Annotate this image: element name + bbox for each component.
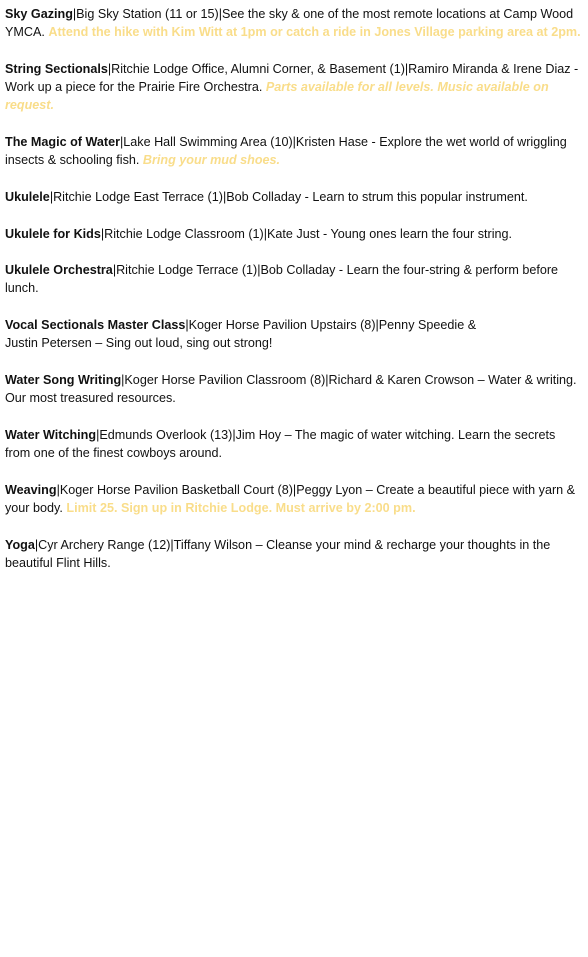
activity-entry-weaving xyxy=(5,481,583,518)
activity-entry-water-witching xyxy=(5,426,583,463)
activity-note: Parts available for all levels. Music available on request. xyxy=(5,80,549,113)
activity-title: Ukulele xyxy=(5,189,50,204)
activity-details: |Ritchie Lodge East Terrace (1)|Bob Colladay - Learn to strum this popular instrument. xyxy=(49,189,528,204)
activity-title: Yoga xyxy=(5,537,35,552)
activity-entry-water-song-writing xyxy=(5,371,583,408)
activity-entry-sky-gazing xyxy=(5,5,583,42)
activity-entry-ukulele-for-kids xyxy=(5,225,583,243)
activity-entry-ukulele xyxy=(5,188,583,206)
activity-details: |Ritchie Lodge Terrace (1)|Bob Colladay - Learn the four-string & perform before lunch. xyxy=(5,263,559,296)
activity-list xyxy=(5,5,583,591)
activity-details: |Koger Horse Pavilion Basketball Court (8)|Peggy Lyon – Create a beautiful piece with yarn & your body. xyxy=(5,482,576,516)
activity-details: |Koger Horse Pavilion Classroom (8)|Richard & Karen Crowson – Water & writing. Our most treasured resources. xyxy=(5,372,577,406)
activity-details: |Edmunds Overlook (13)|Jim Hoy – The magic of water witching. Learn the secrets from one of the finest cowboys around. xyxy=(5,427,556,461)
activity-details: |Big Sky Station (11 or 15)|See the sky & one of the most remote locations at Camp Wood YMCA. xyxy=(5,7,574,40)
activity-note: Limit 25. Sign up in Ritchie Lodge. Must arrive by 2:00 pm. xyxy=(66,501,416,516)
activity-title: Water Song Writing xyxy=(5,372,122,387)
activity-title: Vocal Sectionals Master Class xyxy=(5,318,186,333)
activity-details: |Koger Horse Pavilion Upstairs (8)|Penny Speedie & xyxy=(185,318,477,333)
activity-details: |Cyr Archery Range (12)|Tiffany Wilson – Cleanse your mind & recharge your thoughts in the beautiful Flint Hills. xyxy=(5,537,551,570)
activity-title: Ukulele Orchestra xyxy=(5,263,113,278)
activity-entry-magic-of-water xyxy=(5,133,583,170)
activity-details: |Lake Hall Swimming Area (10)|Kristen Hase - Explore the wet world of wriggling insects & schooling fish. xyxy=(5,135,567,168)
activity-title: Weaving xyxy=(5,482,57,497)
activity-entry-string-sectionals xyxy=(5,60,583,115)
activity-entry-ukulele-orchestra xyxy=(5,261,583,298)
activity-title: Ukulele for Kids xyxy=(5,226,101,241)
activity-title: String Sectionals xyxy=(5,61,108,76)
activity-details: |Ritchie Lodge Classroom (1)|Kate Just - Young ones learn the four string. xyxy=(100,226,513,241)
activity-title: Water Witching xyxy=(5,427,97,442)
activity-title: The Magic of Water xyxy=(5,135,120,150)
activity-entry-vocal-sectionals xyxy=(5,316,583,353)
activity-entry-yoga xyxy=(5,536,583,573)
activity-details-continued: Justin Petersen – Sing out loud, sing out strong! xyxy=(5,336,273,351)
activity-note: Bring your mud shoes. xyxy=(142,153,281,168)
activity-details: |Ritchie Lodge Office, Alumni Corner, & Basement (1)|Ramiro Miranda & Irene Diaz - Work up a piece for the Prairie Fire Orchestra. xyxy=(5,61,579,95)
activity-title: Sky Gazing xyxy=(5,7,73,21)
activity-note: Attend the hike with Kim Witt at 1pm or catch a ride in Jones Village parking area at 2pm. xyxy=(48,25,581,40)
